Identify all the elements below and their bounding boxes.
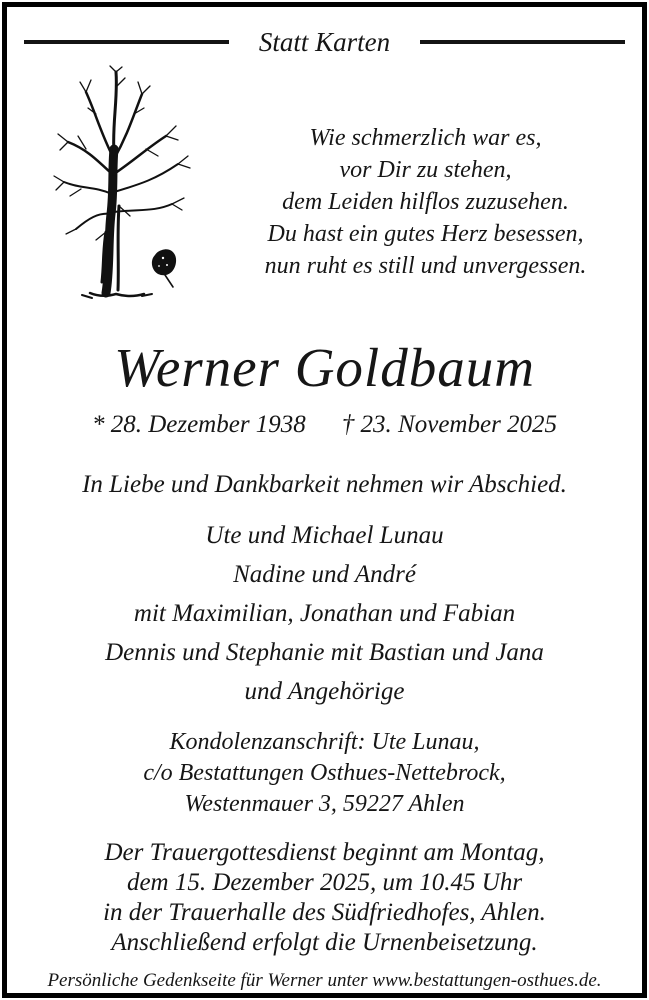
condolence-address — [0, 727, 649, 820]
service-line: Der Trauergottesdienst beginnt am Montag, — [104, 839, 545, 867]
condolence-line: Westenmauer 3, 59227 Ahlen — [184, 791, 465, 818]
life-dates — [0, 408, 649, 442]
memorial-page-line: Persönliche Gedenkseite für Werner unter www.bestattungen-osthues.de. — [47, 970, 602, 992]
bare-tree-icon — [46, 64, 216, 304]
memorial-poem — [216, 122, 649, 304]
mourner-line: Ute und Michael Lunau — [205, 522, 444, 550]
condolence-line: c/o Bestattungen Osthues-Nettebrock, — [143, 760, 506, 787]
header-rule-right — [420, 40, 625, 44]
bare-tree-illustration — [46, 64, 216, 299]
poem-line: Du hast ein gutes Herz besessen, — [267, 221, 584, 248]
service-line: in der Trauerhalle des Südfriedhofes, Ahlen. — [103, 899, 546, 927]
condolence-line: Kondolenzanschrift: Ute Lunau, — [169, 729, 480, 756]
poem-line: dem Leiden hilflos zuzusehen. — [282, 189, 569, 216]
mourner-line: Nadine und André — [233, 561, 416, 589]
funeral-service-info — [0, 838, 649, 958]
mourner-line: und Angehörige — [244, 678, 405, 706]
mourner-line: mit Maximilian, Jonathan und Fabian — [133, 600, 516, 628]
header-rule-left — [24, 40, 229, 44]
poem-line: Wie schmerzlich war es, — [309, 125, 542, 152]
deceased-name: Werner Goldbaum — [114, 337, 535, 399]
falling-leaf-icon — [152, 250, 176, 288]
birth-date: * 28. Dezember 1938 — [91, 411, 306, 439]
farewell-line: In Liebe und Dankbarkeit nehmen wir Abschied. — [82, 471, 567, 499]
header-row — [24, 26, 625, 58]
poem-line: vor Dir zu stehen, — [339, 157, 512, 184]
service-line: dem 15. Dezember 2025, um 10.45 Uhr — [126, 869, 523, 897]
mourners-list — [0, 516, 649, 711]
mourner-line: Dennis und Stephanie mit Bastian und Jana — [105, 639, 544, 667]
poem-line: nun ruht es still und unvergessen. — [264, 253, 587, 280]
header-label: Statt Karten — [258, 27, 391, 57]
poem-section — [0, 64, 649, 304]
death-date: † 23. November 2025 — [341, 411, 558, 439]
service-line: Anschließend erfolgt die Urnenbeisetzung. — [111, 929, 538, 957]
